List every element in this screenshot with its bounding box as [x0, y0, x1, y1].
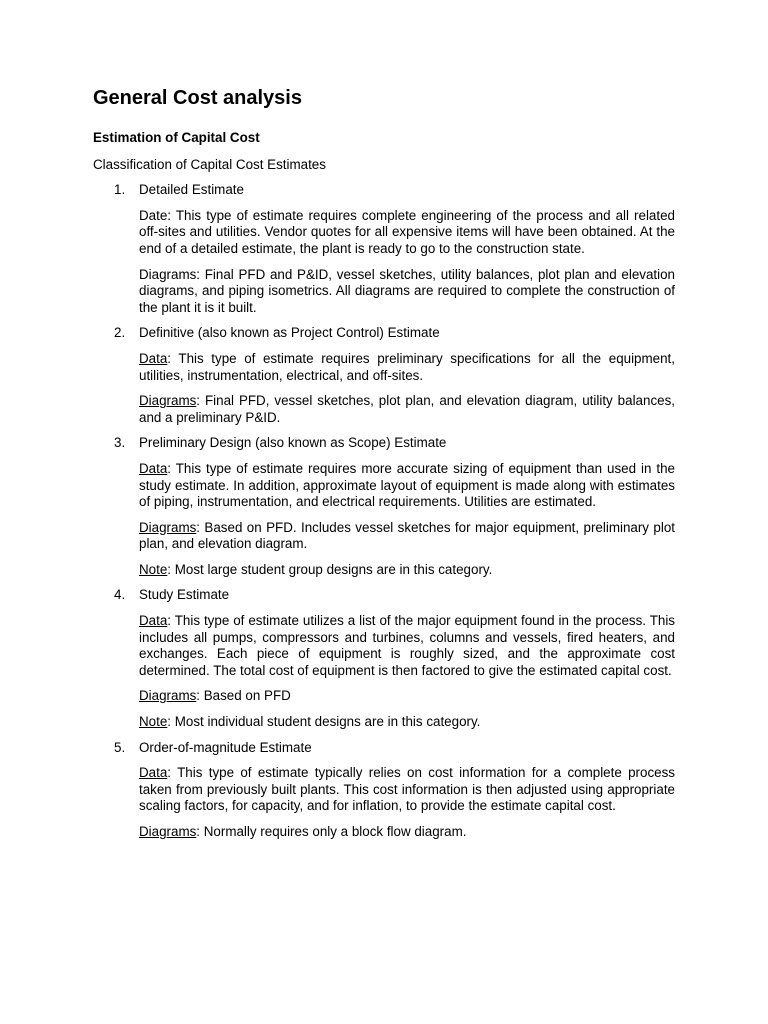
paragraph-label: Diagrams: [139, 824, 197, 839]
paragraph-label: Note: [139, 714, 168, 730]
estimate-item: [93, 740, 675, 841]
estimate-title-text: Order-of-magnitude Estimate: [139, 739, 312, 755]
section-heading: Estimation of Capital Cost: [93, 130, 260, 145]
estimate-number: 3.: [114, 435, 126, 451]
estimate-paragraph: [139, 688, 675, 705]
paragraph-text: : This type of estimate requires complete engineering of the process and all related off-sites and utilities. Vendor quotes for all expensive items will have been obtained. At the end of a detailed estimate, the plant is ready to go to the construction state.: [139, 207, 675, 256]
estimate-paragraph: [139, 824, 675, 841]
paragraph-text: : Based on PFD: [196, 688, 291, 704]
estimate-paragraph: [139, 714, 675, 731]
estimate-paragraph: [139, 393, 675, 426]
paragraph-text: : Most large student group designs are in this category.: [167, 561, 493, 577]
estimate-number: 1.: [114, 182, 126, 198]
paragraph-label: Date: [139, 207, 168, 223]
document-title: General Cost analysis: [93, 87, 302, 109]
paragraph-label: Data: [139, 350, 168, 366]
paragraph-text: : This type of estimate utilizes a list of the major equipment found in the process. This includes all pumps, compressors and turbines, columns and vessels, fired heaters, and exchanges. Each piece of equipment is roughly sized, and the approximate cost determined. The total cost of equipment is then factored to give the estimated capital cost.: [139, 613, 675, 678]
estimate-title-text: Study Estimate: [139, 587, 230, 603]
paragraph-text: : Most individual student designs are in this category.: [167, 714, 481, 730]
paragraph-label: Data: [139, 765, 168, 781]
estimate-list: [93, 182, 675, 840]
estimate-paragraph: [139, 562, 675, 579]
paragraph-label: Data: [139, 613, 168, 629]
estimate-paragraph: [139, 461, 675, 511]
paragraph-label: Note: [139, 561, 168, 577]
estimate-item: [93, 587, 675, 730]
estimate-title-text: Preliminary Design (also known as Scope) Estimate: [139, 435, 447, 451]
estimate-title-text: Definitive (also known as Project Control) Estimate: [139, 325, 440, 341]
estimate-paragraph: [139, 208, 675, 258]
estimate-paragraph: [139, 520, 675, 553]
paragraph-label: Diagrams: [139, 266, 197, 282]
estimate-item: [93, 325, 675, 426]
paragraph-label: Data: [139, 460, 168, 476]
paragraph-label: Diagrams: [139, 393, 197, 409]
paragraph-text: : This type of estimate typically relies on cost information for a complete process taken from previously built plants. This cost information is then adjusted using appropriate scaling factors, for capacity, and for inflation, to provide the estimate capital cost.: [139, 765, 675, 814]
paragraph-text: : Final PFD and P&ID, vessel sketches, utility balances, plot plan and elevation diagrams, and piping isometrics. All diagrams are required to complete the construction of the plant it is it built.: [139, 266, 675, 315]
paragraph-text: : Based on PFD. Includes vessel sketches for major equipment, preliminary plot plan, and elevation diagram.: [139, 519, 675, 552]
estimate-item: [93, 435, 675, 578]
estimate-title: [93, 587, 675, 604]
estimate-number: 2.: [114, 325, 126, 341]
estimate-title-text: Detailed Estimate: [139, 182, 244, 198]
subheading: Classification of Capital Cost Estimates: [93, 156, 326, 172]
estimate-item: [93, 182, 675, 316]
estimate-paragraph: [139, 267, 675, 317]
paragraph-text: : Normally requires only a block flow diagram.: [196, 824, 467, 839]
estimate-number: 4.: [114, 587, 126, 603]
paragraph-text: : Final PFD, vessel sketches, plot plan, and elevation diagram, utility balances, and a preliminary P&ID.: [139, 393, 675, 425]
estimate-title: [93, 182, 675, 199]
estimate-paragraph: [139, 765, 675, 815]
estimate-title: [93, 325, 675, 342]
paragraph-label: Diagrams: [139, 688, 197, 704]
estimate-title: [93, 435, 675, 452]
paragraph-text: : This type of estimate requires preliminary specifications for all the equipment, utilities, instrumentation, electrical, and off-sites.: [139, 350, 675, 383]
paragraph-text: : This type of estimate requires more accurate sizing of equipment than used in the study estimate. In addition, approximate layout of equipment is made along with estimates of piping, instrumentation, and electrical requirements. Utilities are estimated.: [139, 460, 675, 510]
paragraph-label: Diagrams: [139, 519, 197, 535]
estimate-number: 5.: [114, 739, 126, 755]
estimate-paragraph: [139, 351, 675, 384]
estimate-paragraph: [139, 613, 675, 679]
estimate-title: [93, 740, 675, 757]
